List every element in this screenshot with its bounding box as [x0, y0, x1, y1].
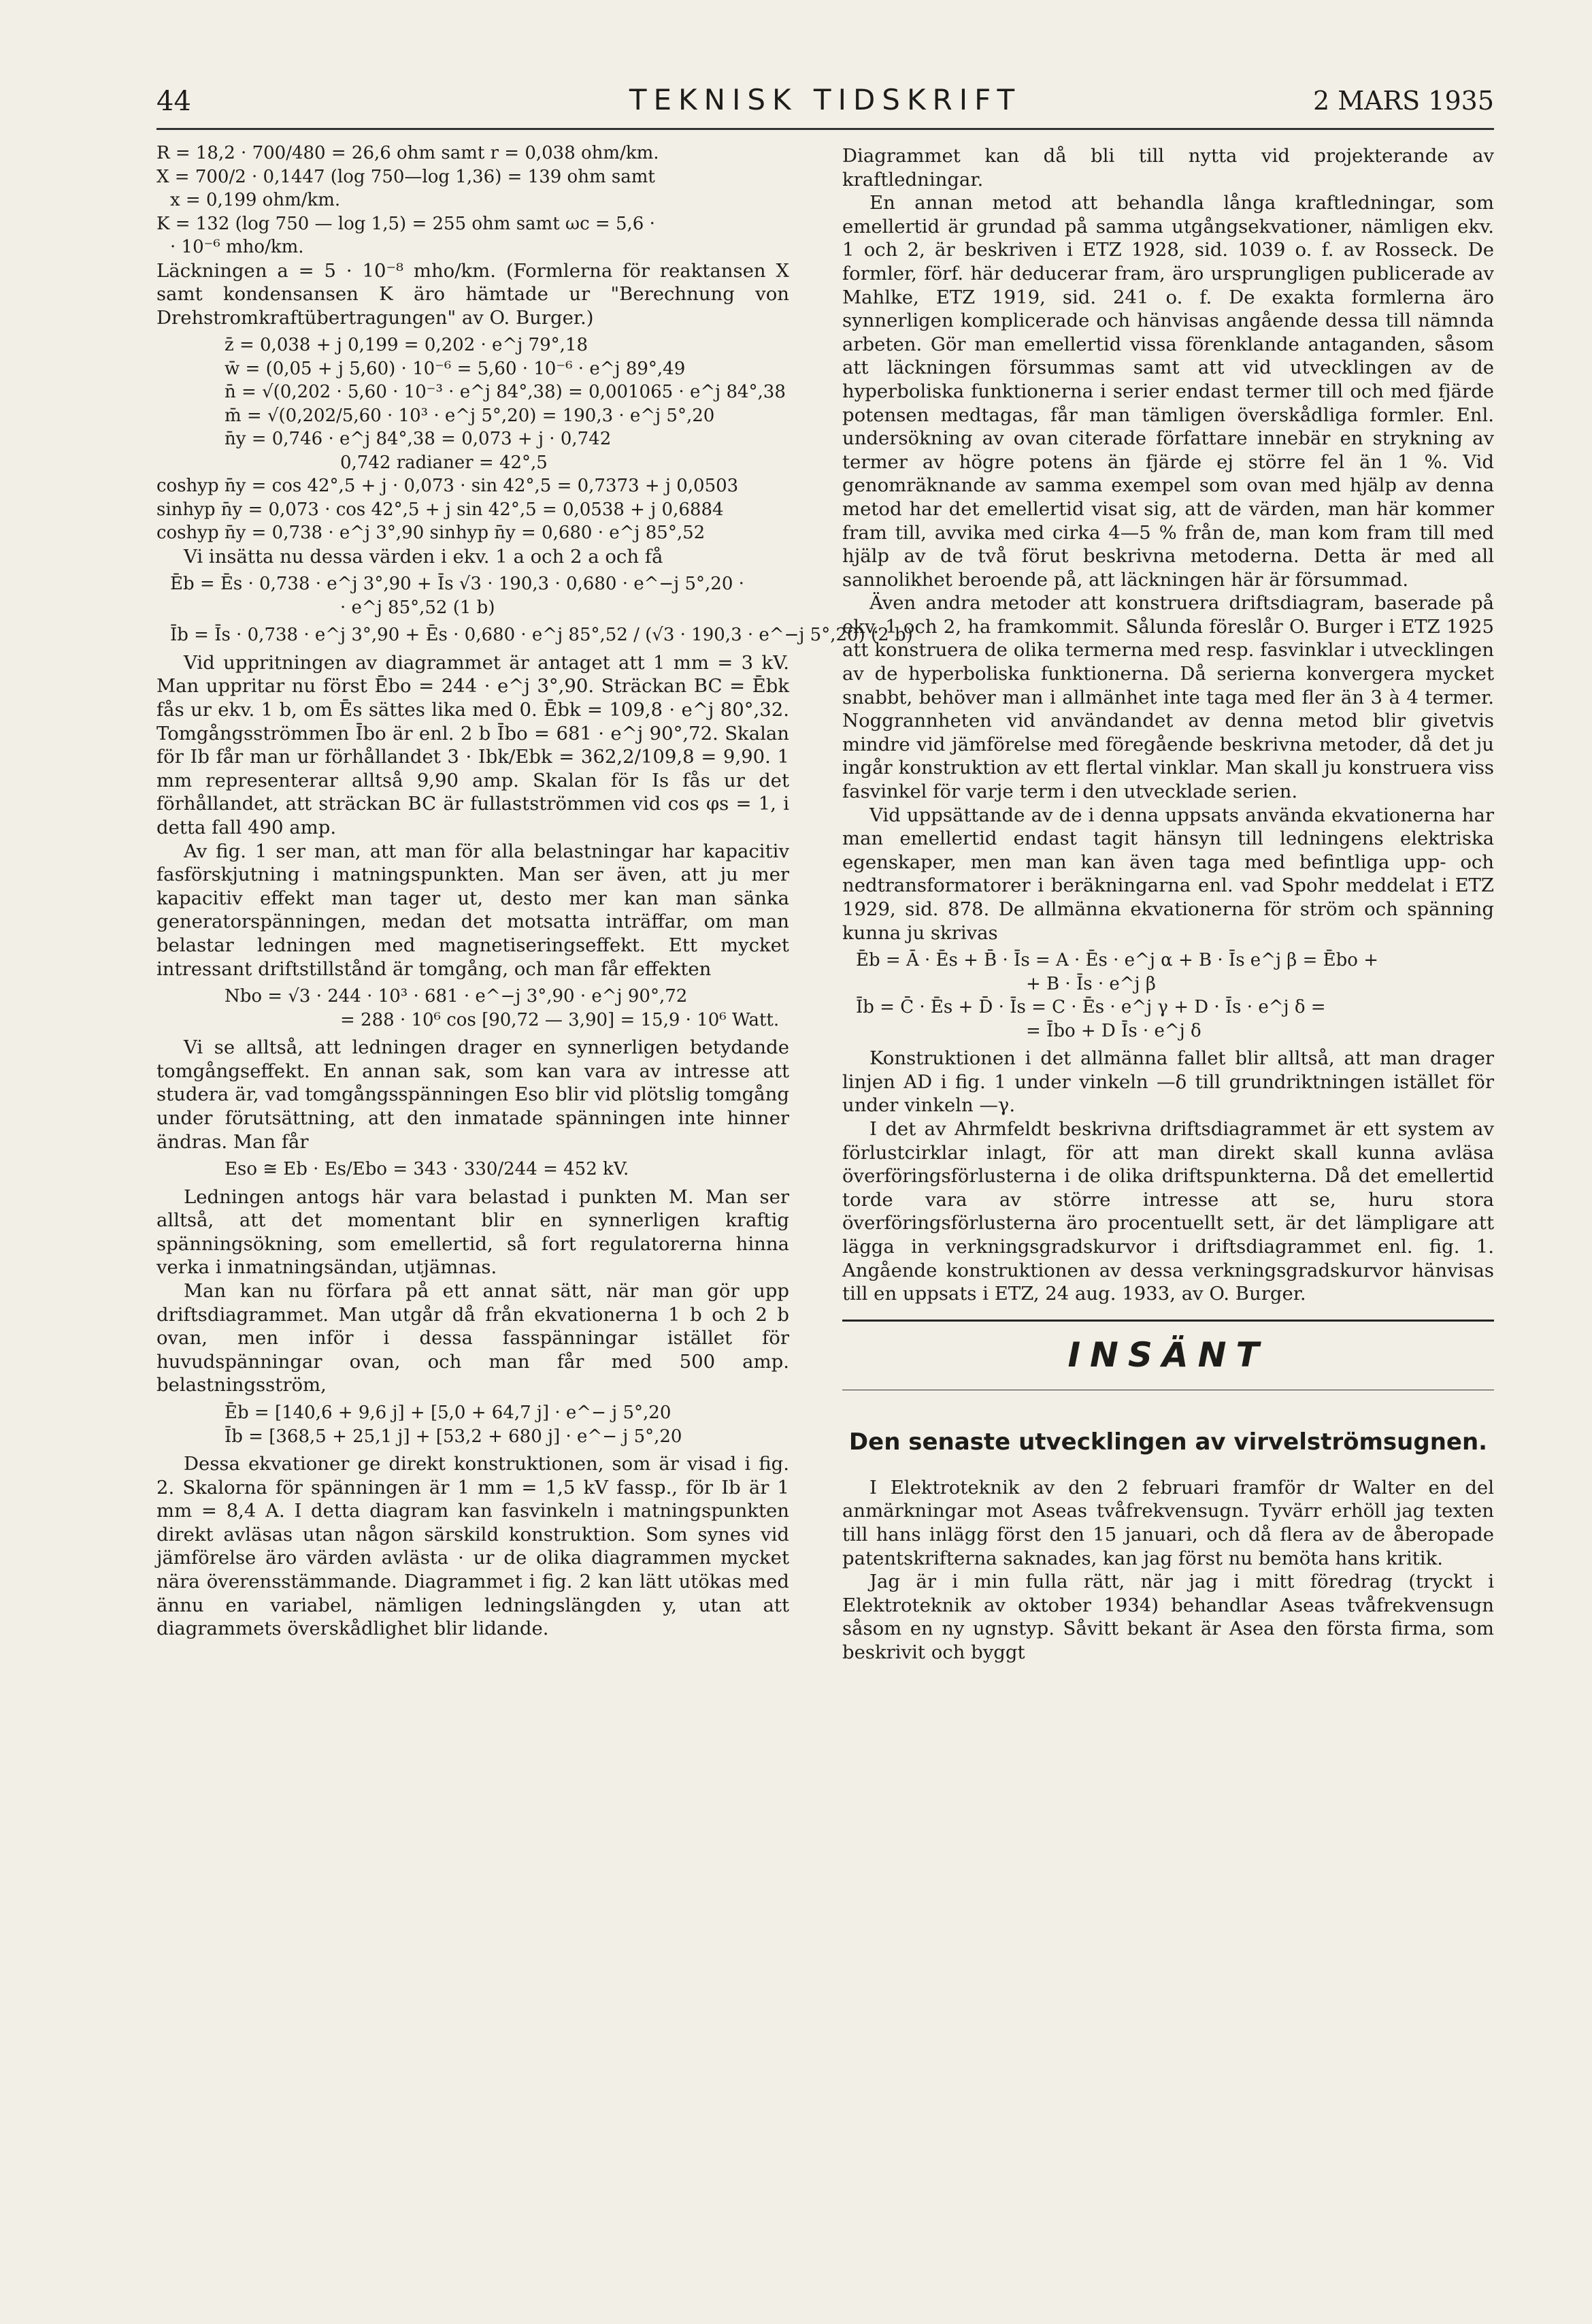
equation-line: Īb = C̄ · Ēs + D̄ · Īs = C · Ēs · e^j γ + D · Īs · e^j δ = [856, 997, 1326, 1018]
paragraph: Dessa ekvationer ge direkt konstruktionen, som är visad i fig. 2. Skalorna för spänningen är 1 mm = 1,5 kV fassp., för Ib är 1 mm = 8,4 A. I detta diagram kan fasvinkeln i matningspunkten direkt avläsas utan någon särskild konstruktion. Som synes vid jämförelse äro värden avlästa · ur de olika diagrammen mycket nära överensstämmande. Diagrammet i fig. 2 kan lätt utökas med ännu en variabel, nämligen ledningslängden y, utan att diagrammets överskådlighet blir lidande. [156, 1453, 789, 1640]
equation-line: · 10⁻⁶ mho/km. [170, 237, 304, 257]
section-heading: INSÄNT [1067, 1335, 1269, 1375]
equation-line: = 288 · 10⁶ cos [90,72 — 3,90] = 15,9 · 10⁶ Watt. [340, 1009, 780, 1030]
issue-date: 2 MARS 1935 [1312, 86, 1494, 116]
equation-line: Ēb = [140,6 + 9,6 j] + [5,0 + 64,7 j] · e^− j 5°,20 [225, 1403, 671, 1423]
page-header [156, 80, 1494, 130]
equation-line: coshyp n̄y = cos 42°,5 + j · 0,073 · sin 42°,5 = 0,7373 + j 0,0503 [156, 476, 739, 497]
paragraph: I det av Ahrmfeldt beskrivna driftsdiagrammet är ett system av förlustcirklar inlagt, för att man direkt skall kunna avläsa överföringsförlusterna i de olika driftspunkterna. Då det emellertid torde vara av större intresse att se, huru stora överföringsförlusterna äro procentuellt sett, är det lämpligare att lägga in verkningsgradskurvor i driftsdiagrammet enl. fig. 1. Angående konstruktionen av dessa verkningsgradskurvor hänvisas till en uppsats i ETZ, 24 aug. 1933, av O. Burger. [842, 1117, 1494, 1305]
equation-line: m̄ = √(0,202/5,60 · 10³ · e^j 5°,20) = 190,3 · e^j 5°,20 [225, 405, 715, 426]
paragraph: Diagrammet kan då bli till nytta vid projekterande av kraftledningar. [842, 145, 1494, 191]
equation-line: Īb = [368,5 + 25,1 j] + [53,2 + 680 j] · e^− j 5°,20 [225, 1426, 682, 1447]
equation-line: Īb = Īs · 0,738 · e^j 3°,90 + Ēs · 0,680 · e^j 85°,52 / (√3 · 190,3 · e^−j 5°,20) (2 b) [170, 625, 913, 646]
equation-line: z̄ = 0,038 + j 0,199 = 0,202 · e^j 79°,18 [225, 335, 588, 356]
equation-line: K = 132 (log 750 — log 1,5) = 255 ohm samt ωc = 5,6 · [156, 213, 655, 234]
right-column [842, 144, 1494, 1664]
equation-line: X = 700/2 · 0,1447 (log 750—log 1,36) = 139 ohm samt [156, 166, 655, 187]
paragraph: Vid uppritningen av diagrammet är antaget att 1 mm = 3 kV. Man uppritar nu först Ēbo = 244 · e^j 3°,90. Sträckan BC = Ēbk fås ur ekv. 1 b, om Ēs sättes lika med 0. Ēbk = 109,8 · e^j 80°,32. Tomgångsströmmen Ībo är enl. 2 b Ībo = 681 · e^j 90°,72. Skalan för Ib får man ur förhållandet 3 · Ibk/Ebk = 362,2/109,8 = 9,90. 1 mm representerar alltså 9,90 amp. Skalan för Is fås ur det förhållandet, att sträckan BC är fullastströmmen vid cos φs = 1, i detta fall 490 amp. [156, 651, 789, 839]
paragraph: Man kan nu förfara på ett annat sätt, när man gör upp driftsdiagrammet. Man utgår då från ekvationerna 1 b och 2 b ovan, men inför i dessa fasspänningar istället för huvudspänningar ovan, och man får med 500 amp. belastningsström, [156, 1280, 789, 1396]
equation-line: R = 18,2 · 700/480 = 26,6 ohm samt r = 0,038 ohm/km. [156, 143, 659, 163]
paragraph: Jag är i min fulla rätt, när jag i mitt föredrag (tryckt i Elektroteknik av oktober 1934) behandlar Aseas tvåfrekvensugn såsom en ny ugnstyp. Såvitt bekant är Asea den första firma, som beskrivit och byggt [842, 1571, 1494, 1663]
equation-line: w̄ = (0,05 + j 5,60) · 10⁻⁶ = 5,60 · 10⁻⁶ · e^j 89°,49 [225, 358, 686, 379]
equation-line: x = 0,199 ohm/km. [170, 190, 341, 210]
equation-line: sinhyp n̄y = 0,073 · cos 42°,5 + j sin 42°,5 = 0,0538 + j 0,6884 [156, 499, 724, 520]
paragraph: I Elektroteknik av den 2 februari framför dr Walter en del anmärkningar mot Aseas tvåfrekvensugn. Tyvärr erhöll jag texten till hans inlägg först den 15 januari, och då flera av de åberopade patentskrifterna saknades, kan jag först nu bemöta hans kritik. [842, 1476, 1494, 1569]
equation-line: 0,742 radianer = 42°,5 [340, 452, 548, 473]
equation-line: · e^j 85°,52 (1 b) [340, 597, 495, 618]
paragraph: Vi se alltså, att ledningen drager en synnerligen betydande tomgångseffekt. En annan sak, som kan vara av intresse att studera är, vad tomgångsspänningen Eso blir vid plötslig tomgång under förutsättning, att den inmatade spänningen inte hinner ändras. Man får [156, 1036, 789, 1153]
page-number: 44 [156, 86, 191, 117]
equation-line: n̄ = √(0,202 · 5,60 · 10⁻³ · e^j 84°,38) = 0,001065 · e^j 84°,38 [225, 382, 786, 403]
paragraph: Vi insätta nu dessa värden i ekv. 1 a och 2 a och få [184, 545, 663, 568]
equation-line: coshyp n̄y = 0,738 · e^j 3°,90 sinhyp n̄y = 0,680 · e^j 85°,52 [156, 523, 706, 544]
paragraph: En annan metod att behandla långa kraftledningar, som emellertid är grundad på samma utgångsekvationer, nämligen ekv. 1 och 2, är beskriven i ETZ 1928, sid. 1039 o. f. av Rosseck. De formler, förf. här deducerar fram, äro ursprungligen publicerade av Mahlke, ETZ 1919, sid. 241 o. f. De exakta formlerna äro synnerligen komplicerade och hänvisas angående dessa till nämnda arbeten. Gör man emellertid vissa förenklande antaganden, såsom att läckningen försummas samt att vid utvecklingen av de hyperboliska funktionerna i serier endast termer till och med fjärde potensen medtagas, får man tämligen överskådliga formler. Enl. undersökning av ovan citerade författare innebär en strykning av termer av högre potens än fjärde ej större fel än 1 %. Vid genomräknande av samma exempel som ovan med hjälp av denna metod har det emellertid visat sig, att de värden, man här kommer fram till, avvika med cirka 4—5 % från de, man kom fram till med hjälp av de två förut beskrivna metoderna. Detta är med all sannolikhet beroende på, att läckningen här är försummad. [842, 192, 1494, 591]
equation-line: n̄y = 0,746 · e^j 84°,38 = 0,073 + j · 0,742 [225, 429, 612, 450]
left-column [156, 142, 913, 1641]
paragraph: Vid uppsättande av de i denna uppsats använda ekvationerna har man emellertid endast tagit hänsyn till ledningens elektriska egenskaper, men man kan även taga med befintliga upp- och nedtransformatorer i beräkningarna enl. vad Spohr meddelat i ETZ 1929, sid. 878. De allmänna ekvationerna för ström och spänning kunna ju skrivas [842, 804, 1494, 944]
equation-line: Ēb = Ēs · 0,738 · e^j 3°,90 + Īs √3 · 190,3 · 0,680 · e^−j 5°,20 · [170, 574, 744, 595]
equation-line: Eso ≅ Eb · Es/Ebo = 343 · 330/244 = 452 kV. [225, 1159, 629, 1180]
paragraph: Konstruktionen i det allmänna fallet blir alltså, att man drager linjen AD i fig. 1 under vinkeln —δ till grundriktningen istället för under vinkeln —γ. [842, 1047, 1494, 1117]
equation-line: Nbo = √3 · 244 · 10³ · 681 · e^−j 3°,90 · e^j 90°,72 [225, 986, 688, 1007]
paragraph: Även andra metoder att konstruera driftsdiagram, baserade på ekv. 1 och 2, ha framkommit. Sålunda föreslår O. Burger i ETZ 1925 att konstruera de olika termerna med resp. fasvinklar i utvecklingen av de hyperboliska funktionerna. Då serierna konvergera mycket snabbt, behöver man i allmänhet inte taga med fler än 3 à 4 termer. Noggrannheten vid användandet av denna metod blir givetvis mindre vid jämförelse med föregående beskrivna metoder, då det ju ingår konstruktion av ett flertal vinklar. Man skall ju konstruera viss fasvinkel för varje term i den utvecklade serien. [842, 592, 1494, 803]
equation-line: = Ībo + D Īs · e^j δ [1026, 1020, 1201, 1041]
journal-title: TEKNISK TIDSKRIFT [629, 83, 1022, 116]
article-title: Den senaste utvecklingen av virvelströmsugnen. [848, 1428, 1488, 1456]
section-rule [842, 1320, 1494, 1322]
paragraph: Ledningen antogs här vara belastad i punkten M. Man ser alltså, att det momentant blir en synnerligen kraftig spänningsökning, som emellertid, så fort regulatorerna hinna verka i inmatningsändan, utjämnas. [156, 1185, 789, 1279]
equation-line: Ēb = Ā · Ēs + B̄ · Īs = A · Ēs · e^j α + B · Īs e^j β = Ēbo + [856, 950, 1378, 971]
equation-line: + B · Īs · e^j β [1026, 973, 1156, 994]
paragraph: Av fig. 1 ser man, att man för alla belastningar har kapacitiv fasförskjutning i matningspunkten. Man ser även, att ju mer kapacitiv effekt man tager ut, desto mer kan man sänka generatorspänningen, medan det motsatta inträffar, om man belastar ledningen med magnetiseringseffekt. Ett mycket intressant driftstillstånd är tomgång, och man får effekten [156, 840, 789, 980]
paragraph: Läckningen a = 5 · 10⁻⁸ mho/km. (Formlerna för reaktansen X samt kondensansen K äro hämtade ur "Berechnung von Drehstromkraftübertragungen" av O. Burger.) [156, 259, 789, 329]
